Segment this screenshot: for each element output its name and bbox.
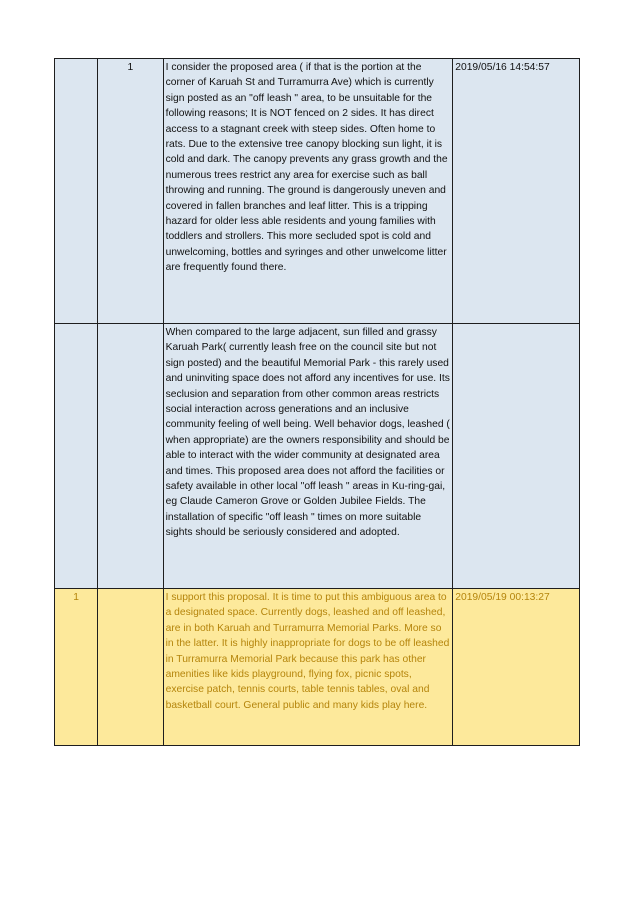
- comment-cell: [163, 324, 453, 589]
- cell-col-a: [55, 59, 98, 324]
- timestamp-cell: 2019/05/16 14:54:57: [453, 59, 580, 324]
- comment-text: When compared to the large adjacent, sun filled and grassy Karuah Park( currently leash free on the council site but not sign posted) and the beautiful Memorial Park - this rarely used and uninviting space does not afford any incentives for use. Its seclusion and separation from other common areas restricts social interaction across generations and an inclusive community feeling of well being. Well behavior dogs, leashed ( when appropriate) are the owners responsibility and should be able to interact with the wider community at designated area and times. This proposed area does not afford the facilities or safety available in other local "off leash " areas in Ku-ring-gai, eg Claude Cameron Grove or Golden Jubilee Fields. The installation of specific "off leash " times on more suitable sights should be seriously considered and adopted.: [165, 327, 450, 539]
- cell-col-b: 1: [98, 59, 163, 324]
- cell-col-b: [98, 324, 163, 589]
- cell-col-b: [98, 589, 163, 746]
- submissions-table: [54, 58, 580, 746]
- comment-text: I support this proposal. It is time to put this ambiguous area to a designated space. Currently dogs, leashed and off leashed, are in both Karuah and Turramurra Memorial Parks. More so in the latter. It is highly inappropriate for dogs to be off leashed in Turramurra Memorial Park because this park has other amenities like kids playground, flying fox, picnic spots, exercise patch, tennis courts, table tennis tables, oval and basketball court. General public and many kids play here.: [165, 592, 450, 711]
- timestamp-cell: 2019/05/19 00:13:27: [453, 589, 580, 746]
- cell-col-a: [55, 324, 98, 589]
- cell-col-a: 1: [55, 589, 98, 746]
- comment-cell: [163, 589, 453, 746]
- comment-cell: [163, 59, 453, 324]
- table-row: [55, 59, 580, 324]
- timestamp-cell: [453, 324, 580, 589]
- comment-text: I consider the proposed area ( if that is the portion at the corner of Karuah St and Turramurra Ave) which is currently sign posted as an "off leash " area, to be unsuitable for the following reasons; It is NOT fenced on 2 sides. It has direct access to a stagnant creek with steep sides. Often home to rats. Due to the extensive tree canopy blocking sun light, it is cold and dark. The canopy prevents any grass growth and the numerous trees restrict any area for exercise such as ball throwing and running. The ground is dangerously uneven and covered in fallen branches and leaf litter. This is a tripping hazard for older less able residents and young families with toddlers and strollers. This more secluded spot is cold and unwelcoming, bottles and syringes and other unwelcome litter are frequently found there.: [165, 62, 448, 274]
- table-row: [55, 589, 580, 746]
- table-row: [55, 324, 580, 589]
